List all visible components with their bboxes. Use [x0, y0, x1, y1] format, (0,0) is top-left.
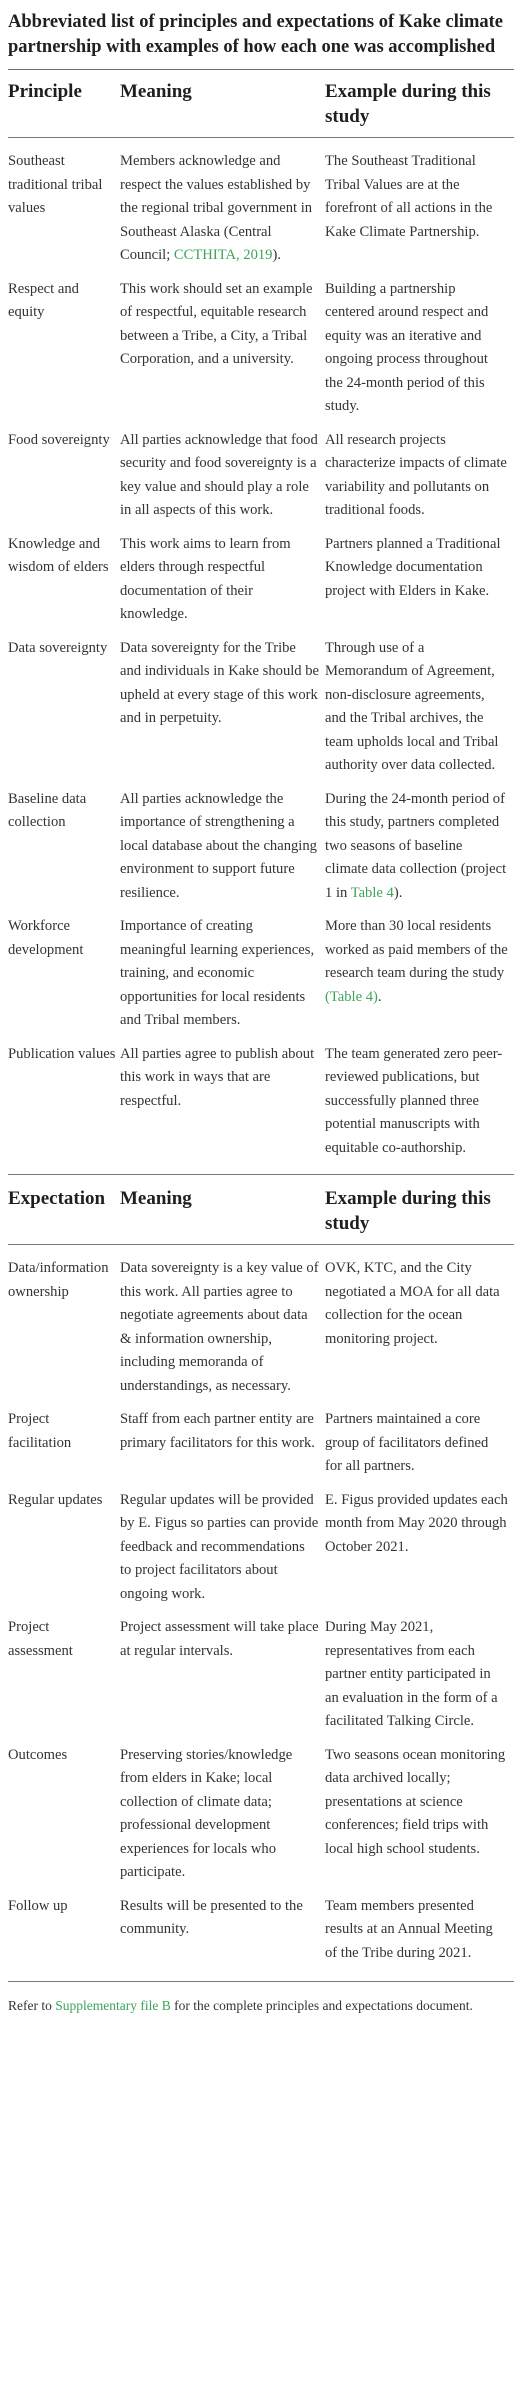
table-row: [8, 273, 514, 424]
principle-example: [325, 910, 514, 1038]
expectation-name: Outcomes: [8, 1746, 68, 1763]
expectation-name: Data/information ownership: [8, 1260, 109, 1300]
table-4-link[interactable]: Table 4: [350, 884, 394, 901]
table-row: [8, 1739, 514, 1890]
principle-example: Through use of a Memorandum of Agreement, non-disclosure agreements, and the Tribal archives, the team upholds local and Tribal authority over data collected.: [325, 639, 499, 773]
example-column-header: Example during this study: [325, 1175, 514, 1245]
meaning-tail: ).: [272, 247, 281, 263]
principle-name: Southeast traditional tribal values: [8, 153, 103, 216]
table-footnote: [8, 1996, 514, 2016]
expectation-meaning: Regular updates will be provided by E. Figus so parties can provide feedback and recommendations to project facilitators about ongoing work.: [120, 1491, 319, 1602]
principle-meaning: Importance of creating meaningful learning experiences, training, and economic opportunities for local residents and Tribal members.: [120, 918, 315, 1028]
principle-name: Knowledge and wisdom of elders: [8, 535, 109, 575]
table-bottom-rule: [8, 1981, 514, 1982]
table-row: [8, 138, 514, 273]
principle-name: Baseline data collection: [8, 790, 87, 830]
expectation-example: During May 2021, representatives from each partner entity participated in an evaluation in the form of a facilitated Talking Circle.: [325, 1619, 498, 1729]
principle-meaning: This work should set an example of respectful, equitable research between a Tribe, a City, a Tribal Corporation, and a university.: [120, 280, 313, 367]
expectation-name: Project assessment: [8, 1619, 73, 1659]
expectation-example: E. Figus provided updates each month from May 2020 through October 2021.: [325, 1491, 508, 1555]
expectations-header-row: [8, 1175, 514, 1245]
table-row: [8, 528, 514, 632]
footnote-prefix: Refer to: [8, 1998, 56, 2013]
table-row: [8, 1890, 514, 1982]
principle-example: Building a partnership centered around respect and equity was an iterative and ongoing process throughout the 24-month period of this study.: [325, 280, 489, 414]
principle-name: Data sovereignty: [8, 639, 108, 656]
expectation-meaning: Data sovereignty is a key value of this work. All parties agree to negotiate agreements about data & information ownership, including memoranda of understandings, as necessary.: [120, 1260, 319, 1394]
principle-name: Food sovereignty: [8, 431, 110, 448]
supplementary-file-link[interactable]: Supplementary file B: [55, 1998, 171, 2013]
table-row: [8, 1403, 514, 1484]
example-text: More than 30 local residents worked as paid members of the research team during the study: [325, 918, 508, 981]
expectation-example: Team members presented results at an Annual Meeting of the Tribe during 2021.: [325, 1897, 493, 1961]
expectation-meaning: Project assessment will take place at regular intervals.: [120, 1619, 319, 1659]
expectation-example: Partners maintained a core group of facilitators defined for all partners.: [325, 1411, 489, 1474]
table-row: [8, 1484, 514, 1612]
expectation-name: Regular updates: [8, 1491, 103, 1508]
principle-example: [325, 783, 514, 911]
table-row: [8, 424, 514, 528]
table-row: [8, 910, 514, 1038]
principle-example: The Southeast Traditional Tribal Values are at the forefront of all actions in the Kake Climate Partnership.: [325, 153, 493, 240]
principle-example: Partners planned a Traditional Knowledge documentation project with Elders in Kake.: [325, 535, 501, 599]
principle-meaning: This work aims to learn from elders through respectful documentation of their knowledge.: [120, 535, 291, 622]
example-tail: .: [377, 988, 382, 1005]
citation-link[interactable]: CCTHITA, 2019: [173, 247, 273, 263]
principle-example: The team generated zero peer-reviewed publications, but successfully planned three potential manuscripts with equitable co-authorship.: [325, 1045, 503, 1156]
table-caption: Abbreviated list of principles and expectations of Kake climate partnership with examples of how each one was accomplished: [8, 12, 504, 57]
principle-meaning: All parties acknowledge the importance of strengthening a local database about the changing environment to support future resilience.: [120, 790, 317, 901]
footnote-suffix: for the complete principles and expectations document.: [170, 1998, 473, 2013]
expectation-example: OVK, KTC, and the City negotiated a MOA for all data collection for the ocean monitoring project.: [325, 1260, 500, 1347]
principles-expectations-table: [8, 70, 514, 1981]
example-text: During the 24-month period of this study, partners completed two seasons of baseline climate data collection (project 1 in: [325, 790, 507, 901]
principles-header-row: [8, 70, 514, 138]
principle-example: All research projects characterize impacts of climate variability and pollutants on traditional foods.: [325, 431, 507, 518]
meaning-text: Members acknowledge and respect the values established by the regional tribal government in Southeast Alaska (Central Council;: [120, 153, 313, 263]
principle-name: Publication values: [8, 1045, 116, 1062]
expectation-column-header: Expectation: [8, 1175, 120, 1245]
expectation-meaning: Staff from each partner entity are primary facilitators for this work.: [120, 1411, 315, 1451]
expectation-meaning: Preserving stories/knowledge from elders in Kake; local collection of climate data; professional development experiences for locals who participate.: [120, 1746, 293, 1880]
table-row: [8, 1611, 514, 1739]
expectations-body: [8, 1245, 514, 1982]
table-row: [8, 1038, 514, 1175]
table-row: [8, 783, 514, 911]
principle-meaning: All parties agree to publish about this work in ways that are respectful.: [120, 1045, 315, 1109]
expectations-header-group: [8, 1175, 514, 1245]
expectation-meaning: Results will be presented to the community.: [120, 1897, 303, 1937]
principle-meaning: All parties acknowledge that food security and food sovereignty is a key value and should play a role in all aspects of this work.: [120, 431, 318, 518]
expectation-name: Follow up: [8, 1897, 68, 1914]
principle-column-header: Principle: [8, 70, 120, 138]
table-4-link[interactable]: (Table 4): [325, 988, 378, 1005]
expectation-example: Two seasons ocean monitoring data archived locally; presentations at science conferences; field trips with local high school students.: [325, 1746, 506, 1857]
example-column-header: Example during this study: [325, 70, 514, 138]
expectation-name: Project facilitation: [8, 1411, 72, 1451]
meaning-column-header: Meaning: [120, 70, 325, 138]
principle-meaning: Data sovereignty for the Tribe and individuals in Kake should be upheld at every stage of this work and in perpetuity.: [120, 639, 320, 726]
principle-name: Workforce development: [8, 918, 84, 958]
table-row: [8, 632, 514, 783]
example-tail: ).: [393, 884, 403, 901]
meaning-column-header: Meaning: [120, 1175, 325, 1245]
table-row: [8, 1245, 514, 1404]
principles-body: [8, 138, 514, 1175]
principle-name: Respect and equity: [8, 280, 79, 320]
principle-meaning: [120, 138, 325, 273]
